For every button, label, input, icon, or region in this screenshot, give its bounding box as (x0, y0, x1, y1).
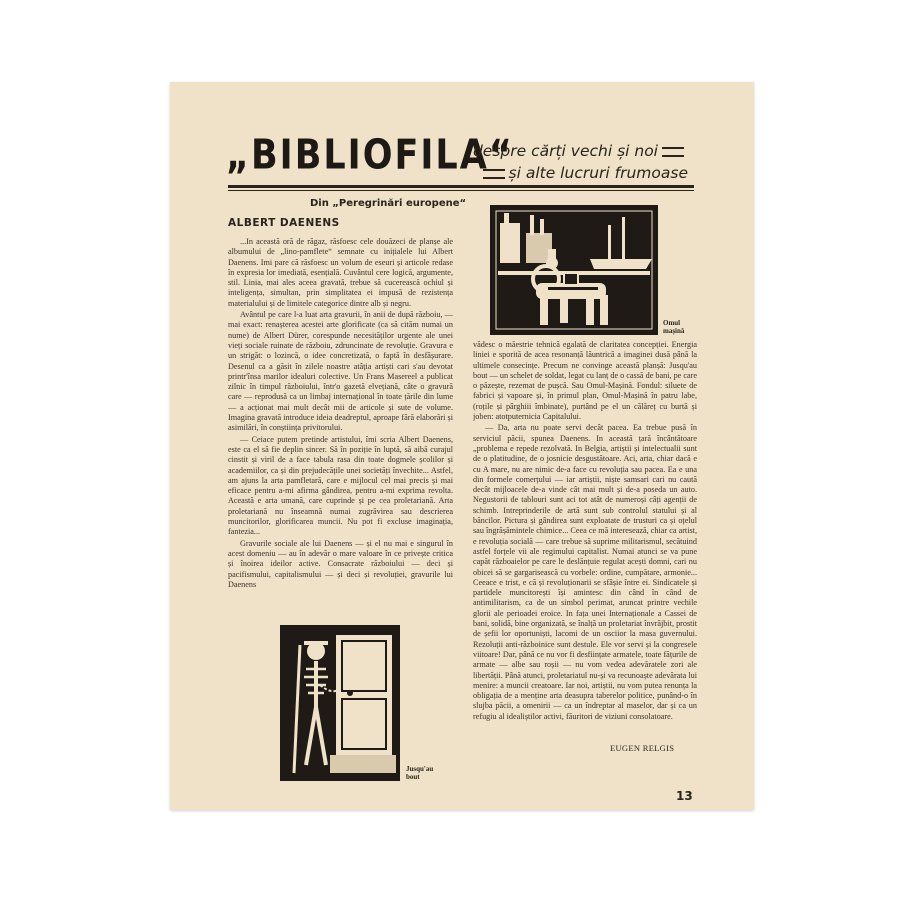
masthead-subtitle-line1 (473, 142, 688, 160)
paragraph: Gravurile sociale ale lui Daenens — și el nu mai e singurul în acest domeniu — au în adevăr o mare valoare în ce privește critica și înoirea ideilor active. Consacrate războiului — deci și pacifismului, capitalismului — și deci și revoluției, gravurile lui Daenens (228, 538, 453, 589)
series-title: Din „Peregrinări europene“ (310, 198, 467, 209)
ornament-icon (662, 147, 684, 157)
masthead-rule-thin (228, 190, 694, 191)
author-signature: EUGEN RELGIS (610, 743, 675, 753)
masthead (226, 132, 696, 192)
magazine-page (170, 82, 754, 810)
woodcut-jusquau-bout (280, 625, 400, 781)
paragraph: — Da, arta nu poate servi decât pacea. Ea trebue pusă în serviciul păcii, spunea Daenens. In această țară încântătoare „problema e repede rezolvată. In Belgia, artiștii și intelectualii sunt de o platitudine, de o josnicie desgustătoare. Aci, arta, chiar dacă e cu A mare, nu are nimic de-a face cu revoluția sau pacea. Ea e una din formele comerțului — iar artiștii, niște samsari cari nu caută decât mijloacele de-a vinde cât mai mult și de-a poseda un auto. Negustorii de tablouri sunt aci tot atât de numeroși câți agenții de schimb. Intreprinderile de artă sunt sub controlul statului și al băncilor. Pictura și gândirea sunt exploatate de trusturi ca și oțelul sau îngrășămintele chimice... Ceea ce mă interesează, chiar ca artist, e revoluția socială — care trebue să suprime militarismul, secătuind astfel forțele vii ale regimului capitalist. Numai atunci se va pune capăt războaielor pe care le deslănțuie regulat acești domni, cari nu obicei să se gargarisească cu vorbele: ordine, cumpătare, armonie... Ceeace e trist, e că și revoluționarii se sfâșie între ei. Sindicatele și partidele muncitorești își amintesc din când în când de antimilitarism, ca de un simbol perimat, aruncat printre vechile glorii ale perioadei eroice. In fața unei Internaționale a Cassei de bani, solidă, bine organizată, se înalță un proletariat învrăjbit, prostit de șefii lor oportuniști, lacomi de un osciior la masa guvernului. Rezoluții anti-războinice sunt destule. Ele vor servi și la congresele viitoare! Dar, până ce nu vor fi desființate armatele, toate fățurile de armate — albe sau roșii — nu vom vedea adevăratele zori ale libertății. Până atunci, proletariatul nu-și va recunoaște adevărata lui menire: a muncii creatoare. Iar noi, artiștii, nu vom putea renunța la obligația de a menține arta deasupra taberelor politice, punând-o în slujba păcii, a omenirii — ca un îndreptar al maselor, dar și ca un refugiu al idealiștilor activi, făuritori de viziuni consolatoare. (473, 423, 697, 721)
masthead-rule (228, 185, 694, 188)
paragraph: ...In această oră de răgaz, răsfoesc cele douăzeci de planșe ale albumului de „lino-pamflete“ semnate cu inițialele lui Albert Daenens. Imi pare că răsfoesc un volum de eseuri și articole redase în expresia lor imediată, esențială. Cuvântul cere logică, argumente, stil. Linia, mai ales aceea gravată, trebue să cucerească ochiul și inteligența, simultan, prin simplitatea ei impusă de rezistența materialului și de limitele categorice dintre alb și negru. (228, 237, 453, 308)
page-number: 13 (676, 789, 693, 803)
subtitle-text-1: despre cărți vechi și noi (472, 142, 658, 160)
paragraph: vădesc o măestrie tehnică egalată de claritatea concepției. Energia liniei e sporită de acea resonanță lăuntrică a imaginei dusă până la ultimele consecințe. Precum ne convinge această planșă: Jusqu'au bout — un schelet de soldat, legat cu lanț de o cassă de bani, pe care o păzește, rezemat de pușcă. Sau Omul-Mașină. Fondul: siluete de fabrici și vapoare și, în primul plan, Omul-Mașină în patru labe, (roțile și pârghiii îmbinate), purtând pe el un călăreț cu burtă și joben: atotputernicia Capitalului. (473, 340, 697, 422)
woodcut-machine-man (490, 205, 658, 335)
ornament-icon (483, 169, 505, 179)
caption-machine-man: Omul mașină (663, 319, 685, 335)
column-right (473, 340, 697, 780)
masthead-title: „BIBLIOFILA“ (226, 132, 514, 180)
subtitle-text-2: și alte lucruri frumoase (508, 164, 688, 182)
paragraph: Avântul pe care l-a luat arta gravurii, în anii de după războiu, — mai exact: renașterea acestei arte glorificate (ca să cităm numai un nume) de Albert Dürer, corespunde necesităților urgente ale unei vieți sociale ruinate de războiu, zdruncinate de revoluție. Gravura e un strigăt: o lozincă, o idee concretizată, o faptă în desfășurare. Desenul ca a găsit în zilele noastre atâția artiști cari s'au devotat printr'însa marilor idealuri colective. Un Frans Masereel a publicat zilnic în timpul războiului, într'o gazetă elvețiană, câte o gravură care — reprodusă ca un limbaj internațional în toate țările din lume — a acționat mai mult decât mii de articole și sute de volume. Imagina gravată introduce ideia deadreptul, aproape fără elaborări și asimilări, în conștiința privitorului. (228, 310, 453, 433)
masthead-subtitle-line2 (479, 164, 688, 182)
article-heading: ALBERT DAENENS (228, 217, 340, 229)
column-left (228, 237, 453, 632)
paragraph: — Ceiace putem pretinde artistului, îmi scria Albert Daenens, este ca el să fie deplin sincer. Să în poziție în luptă, să aibă curajul cinstit și viril de a face tabula rasa din toate dogmele școlilor și academiilor, ca și din prejudecățile unei societăți învechite... Astfel, am ajuns la arta pamfletară, care e mijlocul cel mai precis și mai eficace pentru a-mi afirma gândirea, pentru a-mi exprima revolta. Această e arta umană, care cuprinde și pe cea proletariană. Arta proletariană nu înseamnă numai zugrăvirea sau descrierea muncitorilor, glorificarea muncii. Nu pot fi excluse imaginația, fantezia... (228, 434, 453, 537)
caption-jusquau-bout: Jusqu'au bout (406, 765, 434, 781)
